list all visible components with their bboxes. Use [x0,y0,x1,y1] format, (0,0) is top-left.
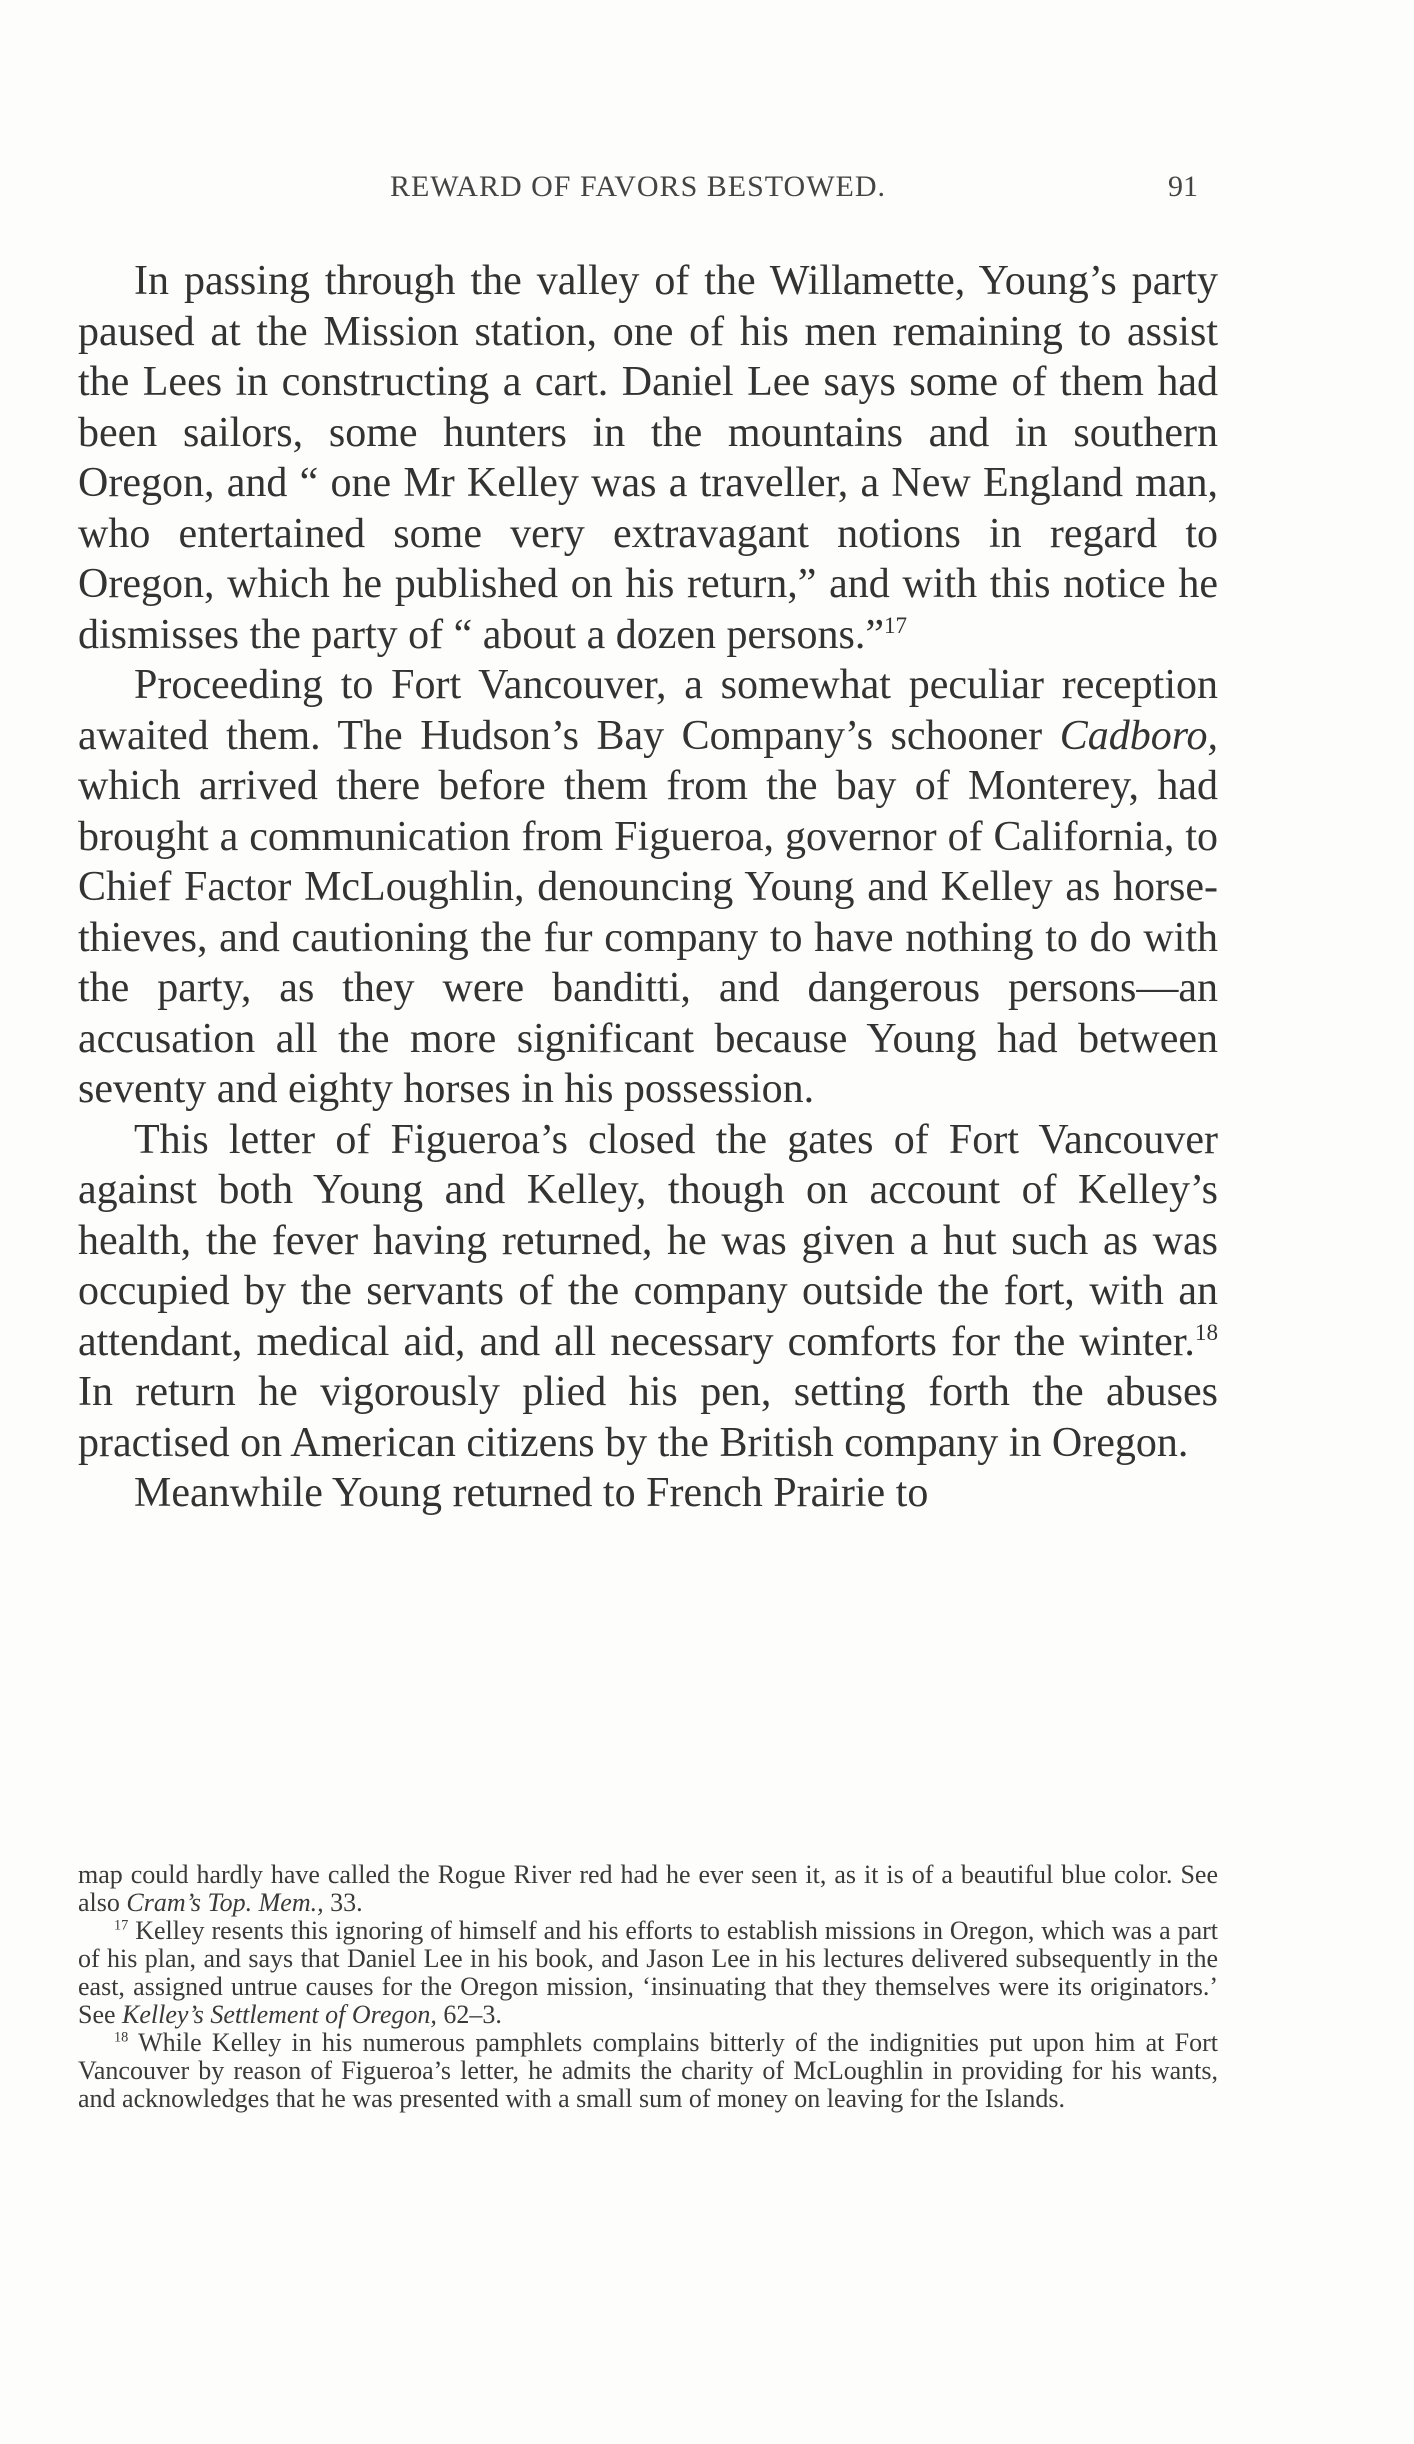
paragraph-2 [78,660,1218,1115]
footnote-ref-17: 17 [883,611,908,638]
page-number: 91 [1168,170,1198,203]
paragraph-2-text-a: Proceeding to Fort Vancouver, a somewhat peculiar reception awaited them. The Hudson’s Bay Company’s schooner [78,662,1218,759]
footnote-17 [78,1917,1218,2029]
footnote-continued-ref: Cram’s Top. Mem., [126,1888,324,1917]
paragraph-3-text-a: This letter of Figueroa’s closed the gates of Fort Vancouver against both Young and Kelley, though on account of Kelley’s health, the fever having returned, he was given a hut such as was occupied by the servants of the company outside the fort, with an attendant, medical aid, and all necessary comforts for the winter. [78,1116,1218,1365]
paragraph-4 [78,1468,1218,1519]
paragraph-3-text-b: In return he vigorously plied his pen, setting forth the abuses practised on American citizens by the British company in Oregon. [78,1369,1218,1466]
paragraph-1-text: In passing through the valley of the Willamette, Young’s party paused at the Mission station, one of his men remaining to assist the Lees in constructing a cart. Daniel Lee says some of them had been sailors, some hunters in the mountains and in southern Oregon, and “ one Mr Kelley was a traveller, a New England man, who entertained some very extravagant notions in regard to Oregon, which he published on his return,” and with this notice he dismisses the party of “ about a dozen persons.” [78,258,1218,658]
paragraph-1 [78,256,1218,660]
footnote-continued-text-b: 33. [330,1888,363,1917]
footnote-18-text: While Kelley in his numerous pamphlets complains bitterly of the indignities put upon him at Fort Vancouver by reason of Figueroa’s letter, he admits the charity of McLoughlin in providing for his wants, and acknowledges that he was presented with a small sum of money on leaving for the Islands. [78,2028,1218,2113]
footnote-17-text-b: 62–3. [443,2000,502,2029]
ship-name: Cadboro, [1059,712,1218,759]
footnote-continued [78,1861,1218,1917]
paragraph-2-text-b: which arrived there before them from the bay of Monterey, had brought a communication from Figueroa, governor of California, to Chief Factor McLoughlin, denouncing Young and Kelley as horse-thieves, and cautioning the fur company to have nothing to do with the party, as they were banditti, and dangerous persons—an accusation all the more significant because Young had between seventy and eighty horses in his possession. [78,763,1218,1112]
footnote-ref-18: 18 [1194,1318,1218,1345]
footnote-18-number: 18 [114,2029,129,2046]
footnotes [78,1861,1218,2113]
footnote-17-ref: Kelley’s Settlement of Oregon, [122,2000,437,2029]
footnote-continued-text-a: map could hardly have called the Rogue River red had he ever seen it, as it is of a beautiful blue color. See also [78,1860,1218,1917]
footnote-17-number: 17 [114,1917,129,1934]
main-text [78,256,1218,1519]
running-head-title: REWARD OF FAVORS BESTOWED. [389,170,887,203]
running-head [78,170,1198,210]
footnote-17-text-a: Kelley resents this ignoring of himself and his efforts to establish missions in Oregon, which was a part of his plan, and says that Daniel Lee in his book, and Jason Lee in his lectures delivered subsequently in the east, assigned untrue causes for the Oregon mission, ‘insinuating that they themselves were its originators.’ See [78,1916,1218,2029]
paragraph-3 [78,1115,1218,1469]
footnote-18 [78,2029,1218,2113]
paragraph-4-text: Meanwhile Young returned to French Prairie to [134,1470,929,1516]
